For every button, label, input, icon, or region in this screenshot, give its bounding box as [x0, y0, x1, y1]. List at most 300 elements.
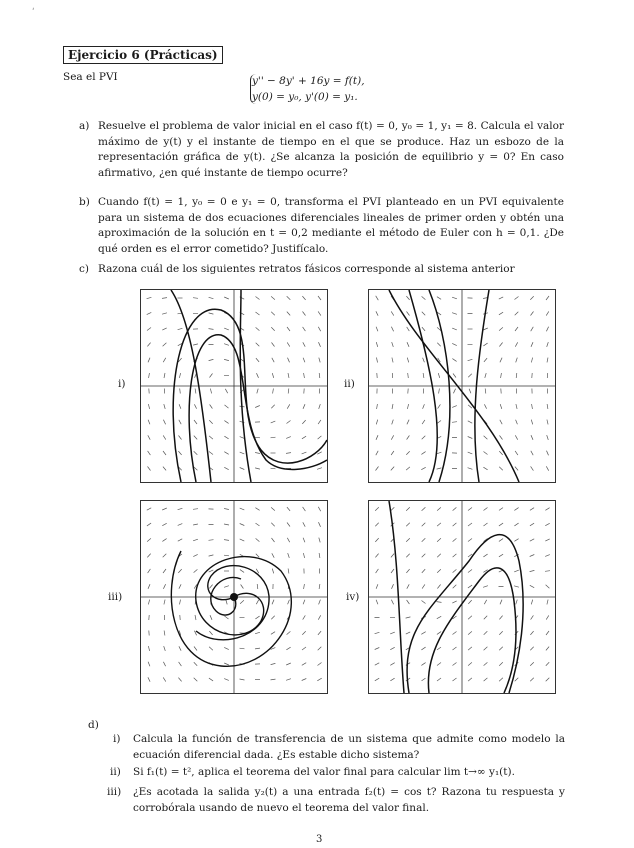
direction-arrow	[224, 344, 229, 346]
direction-arrow	[271, 679, 276, 680]
direction-arrow	[391, 467, 394, 471]
portrait-label-1: i)	[118, 378, 126, 390]
part-c-text: Razona cuál de los siguientes retratos fásicos corresponde al sistema anterior	[98, 263, 515, 275]
direction-arrow	[178, 539, 182, 541]
direction-arrow	[376, 342, 377, 347]
direction-arrow	[164, 600, 165, 605]
direction-arrow	[255, 508, 259, 511]
direction-arrow	[224, 421, 228, 424]
direction-arrow	[241, 585, 244, 589]
direction-arrow	[437, 538, 441, 541]
direction-arrow	[468, 508, 472, 511]
direction-arrow	[209, 359, 214, 360]
direction-arrow	[530, 523, 534, 526]
direction-arrow	[302, 452, 307, 454]
direction-arrow	[224, 555, 229, 556]
phase-portrait-1-graphic	[141, 290, 327, 482]
direction-arrow	[240, 570, 244, 573]
direction-arrow	[376, 600, 378, 605]
direction-arrow	[319, 373, 320, 378]
direction-arrow	[163, 662, 165, 666]
direction-arrow	[484, 404, 486, 408]
direction-arrow	[162, 523, 166, 525]
direction-arrow	[468, 616, 472, 619]
direction-arrow	[453, 647, 457, 650]
direction-arrow	[452, 406, 457, 408]
direction-arrow	[287, 342, 290, 346]
direction-arrow	[484, 600, 486, 604]
direction-arrow	[392, 404, 393, 409]
direction-arrow	[391, 569, 394, 573]
direction-arrow	[468, 359, 473, 360]
direction-arrow	[272, 358, 274, 362]
direction-arrow	[376, 467, 379, 471]
direction-arrow	[546, 615, 549, 619]
direction-arrow	[318, 420, 321, 424]
direction-arrow	[532, 404, 533, 409]
part-d-item-2-label: ii)	[110, 766, 121, 778]
direction-arrow	[406, 507, 410, 510]
direction-arrow	[515, 435, 517, 439]
phase-portrait-2-graphic	[369, 290, 555, 482]
direction-arrow	[407, 358, 408, 363]
direction-arrow	[437, 421, 441, 424]
direction-arrow	[272, 373, 273, 378]
direction-arrow	[287, 421, 291, 424]
direction-arrow	[421, 647, 425, 650]
direction-arrow	[209, 297, 214, 298]
portrait-label-2: ii)	[344, 378, 355, 390]
direction-arrow	[484, 358, 487, 362]
direction-arrow	[514, 508, 518, 511]
direction-arrow	[162, 539, 166, 542]
direction-arrow	[484, 508, 488, 511]
direction-arrow	[407, 342, 409, 347]
direction-arrow	[376, 569, 379, 573]
direction-arrow	[225, 616, 229, 619]
intro-text: Sea el PVI	[63, 71, 118, 83]
direction-arrow	[468, 468, 473, 470]
direction-arrow	[437, 452, 442, 454]
direction-arrow	[515, 451, 518, 455]
direction-arrow	[255, 406, 260, 408]
direction-arrow	[194, 404, 196, 408]
direction-arrow	[255, 453, 260, 454]
direction-arrow	[224, 509, 229, 510]
direction-arrow	[317, 678, 321, 681]
direction-arrow	[376, 584, 378, 589]
direction-arrow	[453, 554, 457, 557]
direction-arrow	[453, 678, 457, 681]
direction-arrow	[500, 436, 503, 440]
direction-arrow	[531, 342, 533, 347]
direction-arrow	[516, 358, 518, 363]
direction-arrow	[422, 584, 425, 588]
direction-arrow	[255, 632, 260, 633]
page-number: 3	[316, 834, 323, 845]
direction-arrow	[288, 358, 290, 363]
direction-arrow	[194, 647, 197, 651]
direction-arrow	[224, 524, 229, 525]
direction-arrow	[530, 539, 534, 541]
direction-arrow	[304, 584, 305, 589]
direction-arrow	[148, 569, 151, 573]
direction-arrow	[437, 616, 441, 618]
direction-arrow	[271, 312, 275, 315]
phase-portrait-2	[368, 289, 556, 483]
direction-arrow	[179, 436, 182, 440]
direction-arrow	[484, 523, 488, 526]
direction-arrow	[209, 313, 214, 314]
direction-arrow	[468, 539, 472, 542]
direction-arrow	[163, 467, 166, 471]
phase-portrait-3	[140, 500, 328, 694]
direction-arrow	[485, 373, 486, 378]
direction-arrow	[485, 389, 486, 394]
direction-arrow	[530, 662, 534, 666]
direction-arrow	[148, 584, 150, 589]
direction-arrow	[209, 436, 213, 439]
direction-arrow	[375, 523, 378, 527]
direction-arrow	[209, 570, 214, 572]
direction-arrow	[193, 509, 198, 510]
direction-arrow	[163, 584, 165, 589]
direction-arrow	[468, 600, 471, 604]
part-d-label: d)	[88, 719, 99, 731]
direction-arrow	[302, 420, 305, 424]
direction-arrow	[530, 508, 534, 511]
direction-arrow	[452, 343, 457, 345]
direction-arrow	[390, 663, 394, 666]
phase-portrait-3-graphic	[141, 501, 327, 693]
direction-arrow	[530, 555, 535, 557]
direction-arrow	[375, 663, 379, 665]
direction-arrow	[257, 373, 259, 378]
direction-arrow	[271, 523, 274, 527]
direction-arrow	[391, 451, 394, 455]
direction-arrow	[163, 677, 166, 681]
direction-arrow	[272, 553, 274, 557]
direction-arrow	[422, 312, 425, 316]
direction-arrow	[516, 600, 518, 605]
direction-arrow	[179, 646, 181, 650]
direction-arrow	[531, 327, 534, 331]
direction-arrow	[438, 373, 439, 378]
direction-arrow	[531, 358, 532, 363]
direction-arrow	[499, 508, 503, 511]
direction-arrow	[209, 585, 212, 589]
direction-arrow	[272, 343, 275, 347]
direction-arrow	[468, 662, 472, 665]
direction-arrow	[303, 404, 305, 409]
direction-arrow	[209, 555, 214, 556]
direction-arrow	[304, 373, 305, 378]
direction-arrow	[376, 311, 378, 315]
direction-arrow	[193, 344, 198, 345]
direction-arrow	[422, 523, 426, 526]
direction-arrow	[147, 523, 151, 526]
direction-arrow	[546, 327, 548, 332]
direction-arrow	[256, 554, 259, 558]
direction-arrow	[390, 632, 395, 634]
direction-arrow	[531, 466, 534, 470]
direction-arrow	[319, 584, 320, 589]
direction-arrow	[319, 553, 320, 558]
direction-arrow	[375, 538, 378, 542]
direction-arrow	[483, 328, 488, 330]
direction-arrow	[318, 311, 321, 315]
direction-arrow	[303, 615, 306, 619]
direction-arrow	[256, 312, 260, 315]
direction-arrow	[302, 679, 307, 681]
direction-arrow	[422, 569, 425, 573]
direction-arrow	[484, 678, 488, 681]
direction-arrow	[453, 538, 457, 541]
direction-arrow	[452, 328, 457, 330]
direction-arrow	[406, 554, 409, 558]
scan-mark: ʹ	[32, 8, 35, 18]
direction-arrow	[437, 569, 441, 573]
direction-arrow	[162, 298, 167, 299]
direction-arrow	[421, 452, 425, 455]
direction-arrow	[226, 600, 227, 605]
direction-arrow	[515, 297, 519, 300]
direction-arrow	[224, 663, 229, 665]
direction-arrow	[178, 569, 181, 573]
direction-arrow	[271, 468, 276, 469]
direction-arrow	[453, 585, 457, 588]
direction-arrow	[209, 678, 213, 681]
direction-arrow	[302, 436, 306, 439]
direction-arrow	[392, 584, 394, 589]
direction-arrow	[195, 615, 196, 620]
direction-arrow	[501, 373, 502, 378]
direction-arrow	[499, 327, 503, 330]
direction-arrow	[468, 437, 473, 439]
direction-arrow	[484, 452, 488, 455]
direction-arrow	[194, 420, 197, 424]
direction-arrow	[422, 601, 426, 604]
direction-arrow	[452, 297, 457, 299]
direction-arrow	[164, 631, 165, 636]
direction-arrow	[545, 523, 549, 525]
direction-arrow	[286, 679, 291, 681]
part-c-label: c)	[79, 263, 89, 275]
direction-arrow	[468, 405, 472, 408]
direction-arrow	[376, 451, 378, 455]
direction-arrow	[147, 297, 152, 298]
direction-arrow	[178, 328, 183, 329]
part-b-label: b)	[79, 196, 90, 208]
direction-arrow	[437, 507, 441, 510]
direction-arrow	[162, 313, 167, 314]
direction-arrow	[468, 523, 472, 526]
direction-arrow	[530, 631, 533, 635]
direction-arrow	[271, 296, 275, 299]
direction-arrow	[376, 435, 378, 440]
direction-arrow	[423, 358, 425, 363]
direction-arrow	[530, 296, 533, 300]
direction-arrow	[500, 404, 502, 409]
direction-arrow	[407, 420, 409, 425]
direction-arrow	[224, 467, 228, 469]
direction-arrow	[209, 329, 214, 330]
direction-arrow	[452, 359, 456, 362]
direction-arrow	[180, 389, 181, 394]
direction-arrow	[303, 358, 305, 363]
direction-arrow	[288, 373, 289, 378]
direction-arrow	[288, 600, 290, 605]
direction-arrow	[210, 374, 213, 378]
direction-arrow	[303, 327, 306, 331]
direction-arrow	[499, 343, 502, 347]
direction-arrow	[499, 467, 503, 470]
direction-arrow	[319, 404, 321, 409]
direction-arrow	[240, 452, 245, 454]
direction-arrow	[193, 539, 198, 541]
direction-arrow	[303, 600, 305, 605]
direction-arrow	[271, 507, 275, 510]
direction-arrow	[530, 570, 535, 571]
direction-arrow	[546, 678, 550, 682]
direction-arrow	[240, 508, 245, 510]
direction-arrow	[547, 600, 548, 605]
direction-arrow	[516, 404, 517, 409]
exercise-title: Ejercicio 6 (Prácticas)	[63, 46, 223, 64]
direction-arrow	[271, 437, 276, 438]
direction-arrow	[210, 389, 211, 394]
direction-arrow	[163, 569, 166, 573]
direction-arrow	[391, 311, 394, 315]
direction-arrow	[452, 313, 457, 315]
direction-arrow	[178, 451, 181, 455]
direction-arrow	[437, 468, 442, 469]
direction-arrow	[516, 420, 518, 425]
direction-arrow	[546, 466, 548, 470]
direction-arrow	[287, 296, 291, 300]
direction-arrow	[545, 571, 550, 572]
direction-arrow	[375, 632, 380, 633]
portrait-label-4: iv)	[346, 591, 360, 603]
direction-arrow	[271, 663, 276, 664]
direction-arrow	[194, 569, 198, 572]
direction-arrow	[406, 467, 410, 470]
direction-arrow	[407, 312, 410, 316]
direction-arrow	[468, 421, 472, 423]
direction-arrow	[530, 585, 534, 587]
direction-arrow	[193, 298, 198, 299]
direction-arrow	[515, 312, 519, 315]
direction-arrow	[287, 523, 290, 527]
part-d-item-2-text: Si f₁(t) = t², aplica el teorema del valor final para calcular lim t→∞ y₁(t).	[133, 766, 515, 778]
direction-arrow	[483, 554, 487, 557]
direction-arrow	[499, 647, 503, 650]
pvi-equation: y'' − 8y' + 16y = f(t),	[252, 75, 365, 87]
direction-arrow	[545, 555, 550, 557]
direction-arrow	[407, 404, 408, 409]
direction-arrow	[516, 373, 517, 378]
direction-arrow	[178, 508, 183, 509]
direction-arrow	[437, 585, 440, 589]
direction-arrow	[453, 663, 457, 666]
direction-arrow	[391, 554, 394, 558]
direction-arrow	[288, 389, 289, 394]
direction-arrow	[164, 646, 166, 651]
direction-arrow	[421, 632, 425, 635]
direction-arrow	[453, 389, 455, 394]
direction-arrow	[256, 600, 258, 604]
direction-arrow	[163, 554, 167, 557]
direction-arrow	[406, 523, 410, 526]
direction-arrow	[468, 631, 472, 634]
direction-arrow	[179, 662, 182, 666]
direction-arrow	[287, 538, 289, 542]
direction-arrow	[376, 420, 377, 425]
direction-arrow	[271, 616, 274, 620]
direction-arrow	[500, 358, 502, 363]
direction-arrow	[225, 389, 227, 393]
direction-arrow	[255, 468, 260, 469]
direction-arrow	[468, 570, 472, 573]
direction-arrow	[302, 647, 306, 650]
direction-arrow	[483, 467, 487, 470]
direction-arrow	[148, 467, 151, 471]
direction-arrow	[547, 342, 549, 347]
direction-arrow	[546, 631, 549, 635]
direction-arrow	[437, 678, 441, 681]
direction-arrow	[209, 452, 213, 455]
direction-arrow	[240, 648, 245, 649]
direction-arrow	[377, 358, 378, 363]
direction-arrow	[407, 436, 410, 440]
direction-arrow	[515, 467, 518, 471]
direction-arrow	[545, 508, 549, 511]
direction-arrow	[209, 540, 214, 541]
direction-arrow	[273, 389, 274, 394]
direction-arrow	[224, 540, 229, 541]
direction-arrow	[500, 600, 502, 605]
direction-arrow	[147, 328, 151, 331]
direction-arrow	[437, 523, 441, 526]
direction-arrow	[272, 538, 275, 542]
direction-arrow	[406, 538, 410, 542]
direction-arrow	[545, 539, 549, 541]
direction-arrow	[271, 327, 274, 331]
direction-arrow	[531, 600, 532, 605]
direction-arrow	[546, 311, 549, 315]
direction-arrow	[376, 327, 378, 332]
direction-arrow	[195, 389, 196, 394]
direction-arrow	[210, 405, 213, 409]
direction-arrow	[499, 539, 503, 542]
part-a-text: Resuelve el problema de valor inicial en el caso f(t) = 0, y₀ = 1, y₁ = 8. Calcula el valor máximo de y(t) y el instante de tiempo en el que se produce. Haz un esbozo de la representación gráfica de y(t). ¿Se alcanza la posición de equilibrio y = 0? En caso afirmativo, ¿en qué instante de tiempo ocurre?	[98, 120, 564, 179]
direction-arrow	[377, 404, 378, 409]
direction-arrow	[437, 554, 441, 557]
direction-arrow	[422, 554, 426, 558]
direction-arrow	[452, 601, 456, 603]
direction-arrow	[148, 677, 150, 681]
direction-arrow	[302, 631, 305, 635]
direction-arrow	[178, 524, 183, 526]
direction-arrow	[546, 662, 549, 666]
direction-arrow	[375, 648, 380, 650]
part-d-item-3-text: ¿Es acotada la salida y₂(t) a una entrada f₂(t) = cos t? Razona tu respuesta y corrobórala usando de nuevo el teorema del valor final.	[133, 786, 565, 814]
direction-arrow	[468, 678, 472, 681]
direction-arrow	[421, 467, 425, 469]
direction-arrow	[391, 507, 395, 510]
direction-arrow	[148, 420, 150, 425]
part-b-text: Cuando f(t) = 1, y₀ = 0 e y₁ = 0, transforma el PVI planteado en un PVI equivalente para un sistema de dos ecuaciones diferenciales lineales de primer orden y obtén una aproximación de la solución en t = 0,2 mediante el método de Euler con h = 0,1. ¿De qué orden es el error cometido? Justifícalo.	[98, 196, 564, 255]
